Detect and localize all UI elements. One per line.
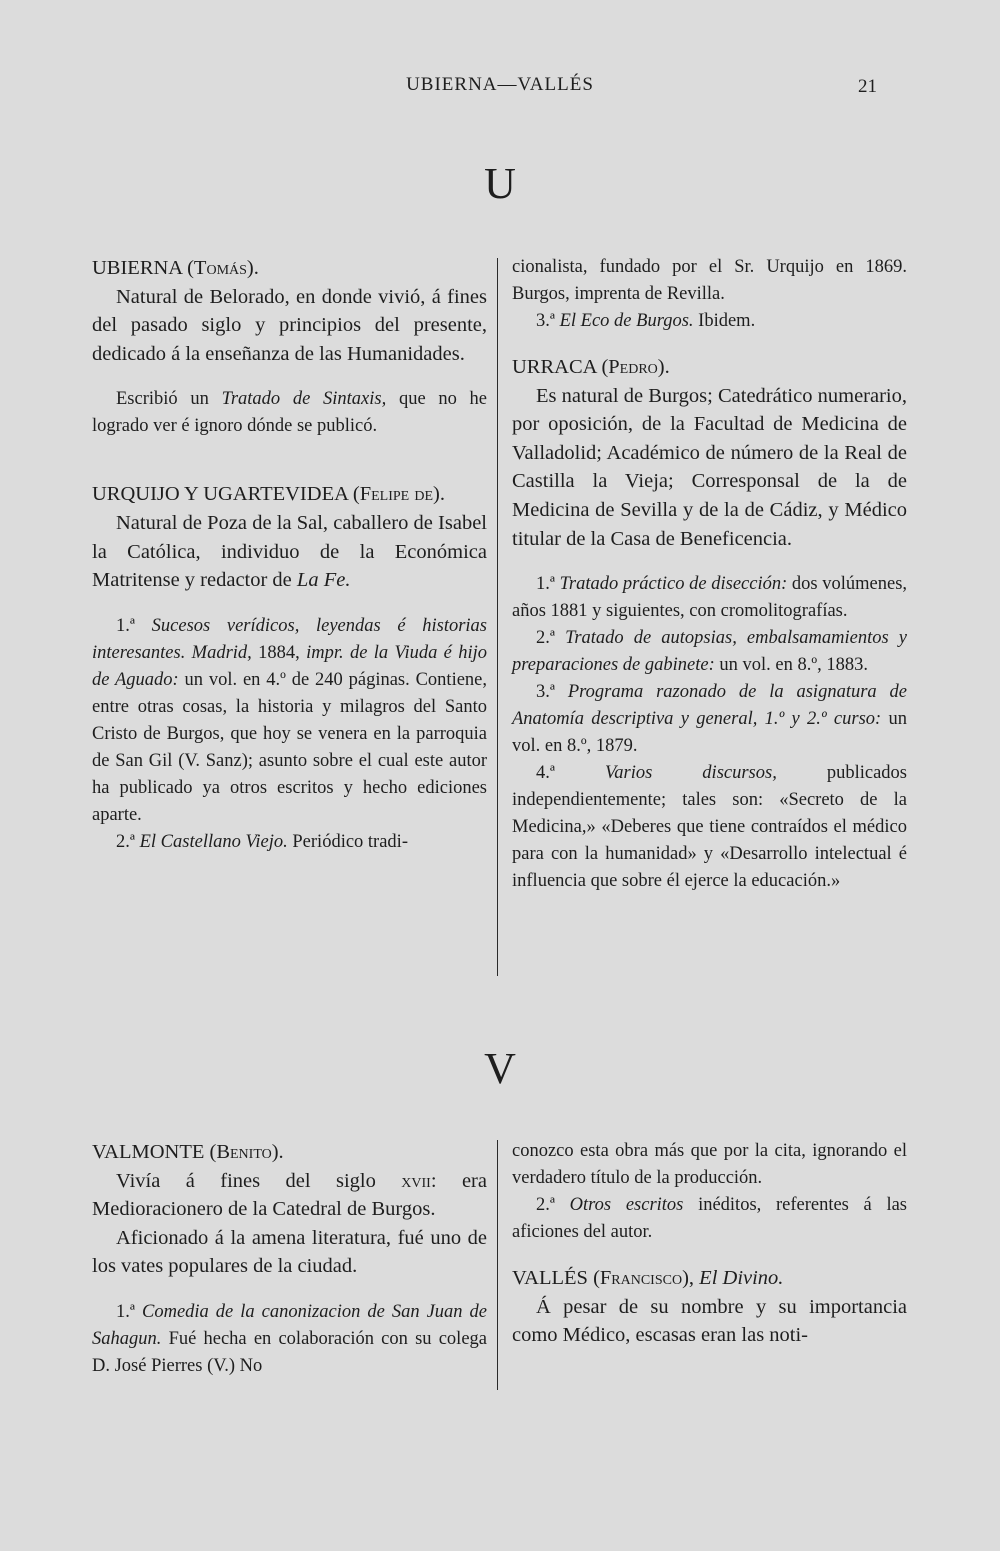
page-header <box>0 74 1000 104</box>
work-title: Varios discursos, <box>605 763 777 784</box>
entry-ubierna-note: Escribió un Tratado de Sintaxis, que no he logrado ver é ignoro dónde se publicó. <box>92 389 488 437</box>
entry-urraca-bio: Es natural de Burgos; Catedrático numerario, por oposición, de la Facultad de Medicina de Valladolid; Académico de número de la Real de Castilla la Vieja; Corresponsal de la de Medicina de Sevilla y de la de Cádiz, y Médico titular de la Casa de Beneficencia. <box>512 384 907 550</box>
entry-given-name: (Felipe de). <box>352 483 445 506</box>
work-item-3: 3.ª El Eco de Burgos. Ibidem. <box>536 311 756 331</box>
work-item-2: 2.ª El Castellano Viejo. Periódico tradi- <box>116 831 408 852</box>
column-u-left <box>92 254 487 856</box>
work-title: Tratado de Sintaxis, <box>221 389 387 410</box>
section-letter-u: U <box>484 159 516 208</box>
work-item-urraca-3: 3.ª Programa razonado de la asignatura de Anatomía descriptiva y general, 1.º y 2.º curso: un vol. en 8.º, 1879. <box>512 682 908 757</box>
column-v-right <box>512 1138 907 1350</box>
entry-urquijo-bio: Natural de Poza de la Sal, caballero de Isabel la Católica, individuo de la Económica Matritense y redactor de La Fe. <box>92 511 487 592</box>
running-head: UBIERNA—VALLÉS <box>406 74 594 95</box>
work-item-urraca-4: 4.ª Varios discursos, publicados independientemente; tales son: «Secreto de la Medicina,» «Deberes que tiene contraídos el médico para con la humanidad» y «Desarrollo intelectual é influencia que sobre él ejerce la educación.» <box>512 763 907 892</box>
entry-given-name: (Tomás). <box>187 257 259 279</box>
entry-given-name: (Pedro). <box>601 356 670 378</box>
entry-name: VALLÉS <box>512 1267 588 1289</box>
work-item-valmonte-1-continued: conozco esta obra más que por la cita, ignorando el verdadero título de la producción. <box>512 1141 907 1188</box>
entry-name: URQUIJO Y UGARTEVIDEA <box>92 483 348 506</box>
entry-epithet: El Divino. <box>699 1267 784 1289</box>
page-number: 21 <box>858 76 877 97</box>
work-item-urraca-2: 2.ª Tratado de autopsias, embalsamamientos y preparaciones de gabinete: un vol. en 8.º, 1883. <box>512 628 908 676</box>
column-u-right <box>512 254 907 895</box>
entry-name: UBIERNA <box>92 257 182 279</box>
column-rule-u <box>497 258 498 976</box>
work-title: Tratado de autopsias, embalsamamientos y preparaciones de gabinete: <box>512 628 908 676</box>
work-item-valmonte-2: 2.ª Otros escritos inéditos, referentes á las aficiones del autor. <box>512 1195 908 1242</box>
section-letter-v: V <box>484 1044 516 1093</box>
entry-urraca-head <box>512 353 907 382</box>
entry-valmonte-bio-2: Aficionado á la amena literatura, fué uno de los vates populares de la ciudad. <box>92 1226 487 1278</box>
entry-valles-bio: Á pesar de su nombre y su importancia como Médico, escasas eran las noti- <box>512 1295 907 1347</box>
work-item-2-continued: cionalista, fundado por el Sr. Urquijo en 1869. Burgos, imprenta de Revilla. <box>512 257 907 304</box>
work-title: El Castellano Viejo. <box>139 831 288 852</box>
work-item-1: 1.ª Sucesos verídicos, leyendas é historias interesantes. Madrid, 1884, impr. de la Viuda é hijo de Aguado: un vol. en 4.º de 240 páginas. Contiene, entre otras cosas, la historia y milagros del Santo Cristo de Burgos, que hoy se venera en la parroquia de San Gil (V. Sanz); asunto sobre el cual este autor ha publicado ya otros escritos y hecho ediciones aparte. <box>92 615 488 825</box>
work-title: El Eco de Burgos. <box>559 311 694 331</box>
entry-urquijo-head <box>92 480 487 509</box>
entry-valmonte-bio-1: Vivía á fines del siglo xvii: era Medioracionero de la Catedral de Burgos. <box>92 1169 487 1221</box>
entry-ubierna-bio: Natural de Belorado, en donde vivió, á fines del pasado siglo y principios del presente, dedicado á la enseñanza de las Humanidades. <box>92 285 487 365</box>
work-title: La Fe. <box>296 569 351 592</box>
column-rule-v <box>497 1140 498 1390</box>
work-title: Comedia de la canonizacion de San Juan de Sahagun. <box>92 1301 488 1349</box>
column-v-left <box>92 1138 487 1380</box>
work-title: Tratado práctico de disección: <box>559 574 788 595</box>
entry-valmonte-head <box>92 1138 487 1167</box>
work-title: Programa razonado de la asignatura de Anatomía descriptiva y general, 1.º y 2.º curso: <box>512 682 907 730</box>
work-title: Otros escritos <box>569 1195 684 1215</box>
work-item-valmonte-1: 1.ª Comedia de la canonizacion de San Juan de Sahagun. Fué hecha en colaboración con su colega D. José Pierres (V.) No <box>92 1301 488 1376</box>
entry-name: VALMONTE <box>92 1141 205 1163</box>
work-item-urraca-1: 1.ª Tratado práctico de disección: dos volúmenes, años 1881 y siguientes, con cromolitografías. <box>512 574 908 622</box>
entry-valles-head <box>512 1264 907 1293</box>
work-title: Sucesos verídicos, leyendas é historias interesantes. Madrid, <box>92 615 488 663</box>
entry-given-name: (Francisco), <box>593 1267 695 1289</box>
entry-given-name: (Benito). <box>209 1141 284 1163</box>
entry-name: URRACA <box>512 356 597 378</box>
entry-ubierna-head <box>92 254 487 283</box>
